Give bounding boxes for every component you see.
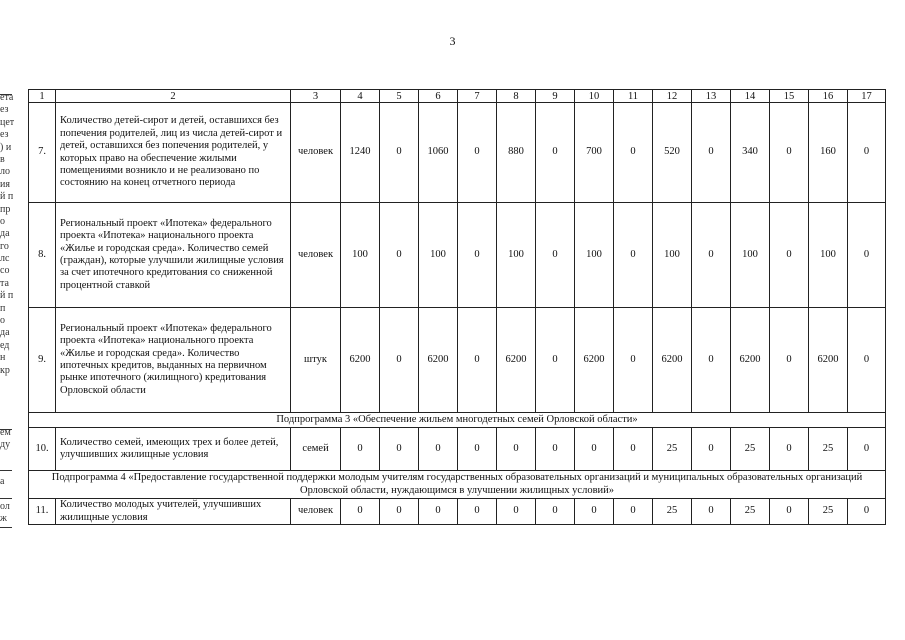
row-number: 10. <box>29 428 56 471</box>
subprogram-row <box>29 471 886 499</box>
value-cell: 1060 <box>419 103 458 203</box>
table-row <box>29 308 886 413</box>
table-row <box>29 103 886 203</box>
column-header: 6 <box>419 90 458 103</box>
value-cell: 25 <box>731 499 770 525</box>
column-header: 16 <box>809 90 848 103</box>
column-header: 7 <box>458 90 497 103</box>
value-cell: 100 <box>419 203 458 308</box>
column-header: 8 <box>497 90 536 103</box>
value-cell: 0 <box>848 103 886 203</box>
table-row <box>29 428 886 471</box>
value-cell: 0 <box>536 428 575 471</box>
value-cell: 0 <box>770 203 809 308</box>
unit-cell: человек <box>291 203 341 308</box>
column-header: 14 <box>731 90 770 103</box>
value-cell: 6200 <box>419 308 458 413</box>
margin-fragment: а <box>0 476 5 488</box>
value-cell: 100 <box>731 203 770 308</box>
value-cell: 0 <box>380 203 419 308</box>
margin-fragment: й п <box>0 290 14 302</box>
unit-cell: штук <box>291 308 341 413</box>
value-cell: 6200 <box>809 308 848 413</box>
value-cell: 0 <box>770 103 809 203</box>
value-cell: 0 <box>458 428 497 471</box>
table-row <box>29 499 886 525</box>
value-cell: 160 <box>809 103 848 203</box>
margin-fragment: н <box>0 352 6 364</box>
value-cell: 0 <box>458 308 497 413</box>
value-cell: 0 <box>848 499 886 525</box>
margin-fragment: в <box>0 153 5 165</box>
row-number: 7. <box>29 103 56 203</box>
margin-fragment: пр <box>0 203 11 215</box>
value-cell: 880 <box>497 103 536 203</box>
margin-fragment: ез <box>0 104 9 116</box>
margin-fragment: лс <box>0 253 10 265</box>
column-header: 2 <box>56 90 291 103</box>
margin-fragment: ем <box>0 426 11 438</box>
margin-fragment: о <box>0 315 5 327</box>
table-row <box>29 203 886 308</box>
margin-fragment: та <box>0 277 9 289</box>
value-cell: 0 <box>614 103 653 203</box>
value-cell: 0 <box>380 499 419 525</box>
value-cell: 0 <box>614 308 653 413</box>
margin-fragment: го <box>0 240 9 252</box>
value-cell: 0 <box>692 103 731 203</box>
value-cell: 0 <box>614 428 653 471</box>
margin-fragment: ета <box>0 92 14 103</box>
value-cell: 0 <box>848 203 886 308</box>
margin-fragment <box>0 451 12 463</box>
margin-fragment: ) и <box>0 141 12 153</box>
column-header: 10 <box>575 90 614 103</box>
margin-fragment <box>0 414 12 426</box>
margin-fragment: да <box>0 228 10 240</box>
value-cell: 700 <box>575 103 614 203</box>
value-cell: 0 <box>614 203 653 308</box>
value-cell: 0 <box>770 428 809 471</box>
margin-fragment: п <box>0 302 6 314</box>
value-cell: 0 <box>536 499 575 525</box>
margin-fragment: ез <box>0 129 9 141</box>
margin-fragment: со <box>0 265 10 277</box>
value-cell: 25 <box>809 428 848 471</box>
left-margin-text-fragment <box>0 92 15 532</box>
value-cell: 6200 <box>497 308 536 413</box>
value-cell: 520 <box>653 103 692 203</box>
value-cell: 25 <box>731 428 770 471</box>
table-header-row <box>29 90 886 103</box>
value-cell: 0 <box>770 308 809 413</box>
column-header: 3 <box>291 90 341 103</box>
margin-fragment: цет <box>0 116 15 128</box>
value-cell: 0 <box>380 308 419 413</box>
column-header: 11 <box>614 90 653 103</box>
value-cell: 100 <box>653 203 692 308</box>
value-cell: 0 <box>575 428 614 471</box>
value-cell: 0 <box>458 499 497 525</box>
value-cell: 25 <box>653 499 692 525</box>
value-cell: 0 <box>692 308 731 413</box>
value-cell: 0 <box>848 428 886 471</box>
value-cell: 0 <box>419 428 458 471</box>
value-cell: 100 <box>341 203 380 308</box>
indicator-name: Региональный проект «Ипотека» федерального проекта «Ипотека» национального проекта «Жилье и городская среда». Количество семей (граждан), которые улучшили жилищные условия за счет ипотечного кредитования со сниженной процентной ставкой <box>56 203 291 308</box>
value-cell: 100 <box>809 203 848 308</box>
margin-rule <box>0 94 12 95</box>
margin-fragment: ло <box>0 166 10 178</box>
margin-fragment: кр <box>0 364 10 376</box>
row-number: 8. <box>29 203 56 308</box>
value-cell: 6200 <box>341 308 380 413</box>
value-cell: 0 <box>380 103 419 203</box>
margin-fragment: ду <box>0 438 11 450</box>
value-cell: 0 <box>536 308 575 413</box>
value-cell: 340 <box>731 103 770 203</box>
column-header: 1 <box>29 90 56 103</box>
value-cell: 100 <box>575 203 614 308</box>
value-cell: 0 <box>458 103 497 203</box>
margin-fragment: да <box>0 327 10 339</box>
value-cell: 0 <box>380 428 419 471</box>
margin-fragment <box>0 402 12 414</box>
margin-rule <box>0 470 12 471</box>
margin-fragment <box>0 489 12 501</box>
value-cell: 0 <box>497 428 536 471</box>
subprogram-3-title: Подпрограмма 3 «Обеспечение жильем многодетных семей Орловской области» <box>29 413 886 428</box>
column-header: 9 <box>536 90 575 103</box>
margin-rule <box>0 429 12 430</box>
margin-fragment: о <box>0 215 5 227</box>
margin-fragment: ия <box>0 178 10 190</box>
value-cell: 100 <box>497 203 536 308</box>
indicator-name: Региональный проект «Ипотека» федерального проекта «Ипотека» национального проекта «Жилье и городская среда». Количество ипотечных кредитов, выданных на первичном рынке ипотечного (жилищного) кредитования Орловской области <box>56 308 291 413</box>
margin-rule <box>0 527 12 528</box>
value-cell: 0 <box>341 428 380 471</box>
value-cell: 6200 <box>653 308 692 413</box>
value-cell: 0 <box>458 203 497 308</box>
value-cell: 25 <box>653 428 692 471</box>
margin-fragment <box>0 389 12 401</box>
value-cell: 0 <box>536 103 575 203</box>
value-cell: 0 <box>419 499 458 525</box>
margin-fragment <box>0 377 12 389</box>
margin-rule <box>0 498 12 499</box>
margin-fragment: й п <box>0 191 14 203</box>
value-cell: 6200 <box>575 308 614 413</box>
value-cell: 0 <box>497 499 536 525</box>
column-header: 17 <box>848 90 886 103</box>
indicator-name: Количество семей, имеющих трех и более детей, улучшивших жилищные условия <box>56 428 291 471</box>
margin-fragment: ж <box>0 513 7 525</box>
value-cell: 6200 <box>731 308 770 413</box>
column-header: 12 <box>653 90 692 103</box>
column-header: 13 <box>692 90 731 103</box>
margin-fragment: ол <box>0 500 10 512</box>
indicator-table <box>28 89 886 525</box>
unit-cell: семей <box>291 428 341 471</box>
row-number: 9. <box>29 308 56 413</box>
column-header: 15 <box>770 90 809 103</box>
indicator-name: Количество детей-сирот и детей, оставшихся без попечения родителей, лиц из числа детей-сирот и детей, оставшихся без попечения родителей, у которых право на обеспечение жилыми помещениями возникло и не реализовано по состоянию на конец отчетного периода <box>56 103 291 203</box>
value-cell: 0 <box>692 499 731 525</box>
row-number: 11. <box>29 499 56 525</box>
subprogram-row <box>29 413 886 428</box>
unit-cell: человек <box>291 499 341 525</box>
value-cell: 0 <box>614 499 653 525</box>
value-cell: 0 <box>848 308 886 413</box>
value-cell: 0 <box>341 499 380 525</box>
column-header: 5 <box>380 90 419 103</box>
subprogram-4-title: Подпрограмма 4 «Предоставление государственной поддержки молодым учителям государственных образовательных организаций и муниципальных образовательных организаций Орловской области, нуждающимся в улучшении жилищных условий» <box>29 471 886 499</box>
value-cell: 0 <box>692 428 731 471</box>
indicator-name: Количество молодых учителей, улучшивших жилищные условия <box>56 499 291 525</box>
column-header: 4 <box>341 90 380 103</box>
unit-cell: человек <box>291 103 341 203</box>
value-cell: 1240 <box>341 103 380 203</box>
value-cell: 0 <box>692 203 731 308</box>
value-cell: 0 <box>536 203 575 308</box>
value-cell: 25 <box>809 499 848 525</box>
margin-fragment: ед <box>0 339 10 351</box>
value-cell: 0 <box>770 499 809 525</box>
value-cell: 0 <box>575 499 614 525</box>
page-number: 3 <box>449 34 456 48</box>
